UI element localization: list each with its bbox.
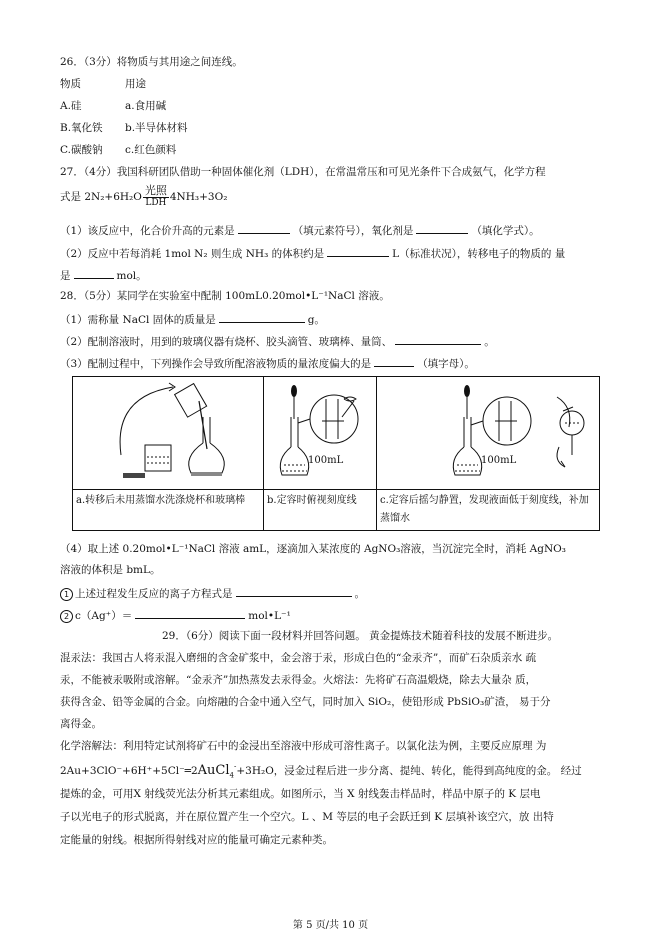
figure-caption-a: a.转移后未用蒸馏水洗涤烧杯和玻璃棒 <box>76 495 246 506</box>
q28-sub1 <box>60 585 365 601</box>
q28-p2-blank[interactable] <box>395 333 481 345</box>
q28-part2 <box>60 333 495 349</box>
q28-p1-text: （1）需称量 NaCl 固体的质量是 <box>60 314 216 326</box>
q27-part2-cont <box>60 267 147 283</box>
q27-p1-blank1[interactable] <box>238 222 290 234</box>
flask-refill-illustration <box>377 377 599 489</box>
q29-line9: 子以光电子的形式脱离，并在原位置产生一个空穴。L 、M 等层的电子会跃迁到 K 层填补该空穴，放 出特 <box>60 811 554 823</box>
q26-use: c.红色颜料 <box>125 144 177 156</box>
q29-line8: 提炼的金，可用X 射线荧光法分析其元素组成。如图所示，当 X 射线轰击样品时，样品中原子的 K 层电 <box>60 788 541 800</box>
q27-eq-prefix: 式是 2N₂+6H₂O <box>60 191 142 203</box>
q28-part4-line2: 溶液的体积是 bmL。 <box>60 564 161 576</box>
q28-part1 <box>60 311 325 327</box>
q27-p1-text: （1）该反应中，化合价升高的元素是 <box>60 225 235 237</box>
q26-header-row <box>60 77 146 91</box>
circled-number-2: 2 <box>60 610 73 623</box>
q29-eq-text: 2Au+3ClO⁻+6H⁺+5Cl⁻═2 <box>60 765 198 777</box>
q26-substance: C.碳酸钠 <box>60 144 103 156</box>
q26-col-substance: 物质 <box>60 78 81 90</box>
q29-line2: 混汞法：我国古人将汞混入磨细的含金矿浆中，金会溶于汞，形成白色的“金汞齐”，而矿石杂质亲水 疏 <box>60 652 537 664</box>
caption-cell-b <box>264 490 377 531</box>
transfer-illustration <box>73 377 263 489</box>
q28-sub2-blank[interactable] <box>135 607 245 619</box>
q28-p1-text: g。 <box>307 314 325 326</box>
q27-p2-text: 是 <box>60 270 71 282</box>
q27-cond-top: 光照 <box>144 184 167 197</box>
q29-line1: 29．（6分）阅读下面一段材料并回答问题。 黄金提炼技术随着科技的发展不断进步。 <box>162 630 559 642</box>
q29-eq-ion-sub: 4 <box>229 771 234 780</box>
page-footer: 第 5 页/共 10 页 <box>292 920 369 931</box>
caption-cell-c <box>377 490 600 531</box>
q28-p1-blank[interactable] <box>219 311 305 323</box>
q26-row <box>60 143 177 157</box>
q28-p3-text: （填字母）。 <box>417 358 475 370</box>
q27-p2-blank2[interactable] <box>74 267 114 279</box>
figure-cell-b <box>264 377 377 490</box>
q26-substance: A.硅 <box>60 100 82 112</box>
q28-sub2-text: mol•L⁻¹ <box>248 610 291 622</box>
q27-part2 <box>60 245 565 261</box>
figure-caption-c: c.定容后摇匀静置，发现液面低于刻度线，补加蒸馏水 <box>380 495 589 524</box>
q27-p1-text: （填元素符号），氧化剂是 <box>292 225 414 237</box>
q28-sub1-blank[interactable] <box>236 585 352 597</box>
q28-part3 <box>60 355 475 371</box>
q27-p1-blank2[interactable] <box>416 222 468 234</box>
figure-caption-b: b.定容时俯视刻度线 <box>267 495 357 506</box>
caption-cell-a <box>73 490 264 531</box>
figure-cell-a <box>73 377 264 490</box>
flask-volume-label: 100mL <box>481 455 517 466</box>
q29-line10: 定能量的射线。根据所得射线对应的能量可确定元素种类。 <box>60 834 333 846</box>
q28-figure-table <box>72 376 600 531</box>
q28-sub2 <box>60 607 291 623</box>
q27-line1: 27．（4分）我国科研团队借助一种固体催化剂（LDH），在常温常压和可见光条件下合成氨气，化学方程 <box>60 166 546 178</box>
q29-eq-ion <box>198 763 237 778</box>
q28-p2-text: 。 <box>484 336 495 348</box>
q26-row <box>60 121 188 135</box>
q28-sub2-text: c（Ag⁺）＝ <box>75 610 133 622</box>
q29-line6: 化学溶解法：利用特定试剂将矿石中的金浸出至溶液中形成可溶性离子。以氯化法为例，主要反应原理 为 <box>60 740 547 752</box>
q29-eq-ion-sup: - <box>233 762 237 771</box>
figure-a <box>73 377 263 489</box>
q28-p2-text: （2）配制溶液时，用到的玻璃仪器有烧杯、胶头滴管、玻璃棒、量筒、 <box>60 336 393 348</box>
q27-eq-suffix: 4NH₃+3O₂ <box>169 191 228 203</box>
q26-title: 26．（3分）将物质与其用途之间连线。 <box>60 56 243 68</box>
q27-part1 <box>60 222 540 238</box>
q29-eq-ion-formula: AuCl <box>197 763 230 778</box>
q26-use: a.食用碱 <box>125 100 167 112</box>
q26-col-use: 用途 <box>125 78 146 90</box>
q28-sub1-text: 上述过程发生反应的离子方程式是 <box>75 588 233 600</box>
flask-volume-label: 100mL <box>308 455 344 466</box>
flask-overlook-illustration <box>264 377 376 489</box>
figure-c <box>377 377 599 489</box>
q29-eq-text: +3H₂O，浸金过程后进一步分离、提纯、转化，能得到高纯度的金。 经过 <box>236 765 582 777</box>
q27-p2-text: L（标准状况），转移电子的物质的 量 <box>392 248 566 260</box>
q28-sub1-text: 。 <box>354 588 365 600</box>
q27-p2-blank1[interactable] <box>327 245 389 257</box>
figure-b <box>264 377 376 489</box>
q29-line4: 获得含金、铅等金属的合金。向熔融的合金中通入空气，同时加入 SiO₂，使铅形成 PbSiO₃矿渣， 易于分 <box>60 696 551 708</box>
q26-substance: B.氧化铁 <box>60 122 103 134</box>
q28-part4-line1: （4）取上述 0.20mol•L⁻¹NaCl 溶液 amL，逐滴加入某浓度的 AgNO₃溶液，当沉淀完全时，消耗 AgNO₃ <box>60 543 566 555</box>
q28-title: 28．（5分）某同学在实验室中配制 100mL0.20mol•L⁻¹NaCl 溶液。 <box>60 290 390 302</box>
q26-use: b.半导体材料 <box>125 122 188 134</box>
q29-line3: 汞，不能被汞吸附或溶解。“金汞齐”加热蒸发去汞得金。火熔法：先将矿石高温煅烧，除去大量杂 质， <box>60 674 537 686</box>
q27-p2-text: （2）反应中若每消耗 1mol N₂ 则生成 NH₃ 的体积约是 <box>60 248 325 260</box>
q29-equation <box>60 762 582 780</box>
q27-eq-condition <box>143 185 169 209</box>
q27-p1-text: （填化学式）。 <box>471 225 540 237</box>
circled-number-1: 1 <box>60 588 73 601</box>
q29-line5: 离得金。 <box>60 718 102 730</box>
figure-cell-c <box>377 377 600 490</box>
q27-equation <box>60 185 227 209</box>
q26-row <box>60 99 167 113</box>
q27-p2-text: mol。 <box>116 270 147 282</box>
q28-p3-text: （3）配制过程中，下列操作会导致所配溶液物质的量浓度偏大的是 <box>60 358 372 370</box>
q28-p3-blank[interactable] <box>374 355 414 367</box>
q27-cond-bottom: LDH <box>145 198 167 208</box>
